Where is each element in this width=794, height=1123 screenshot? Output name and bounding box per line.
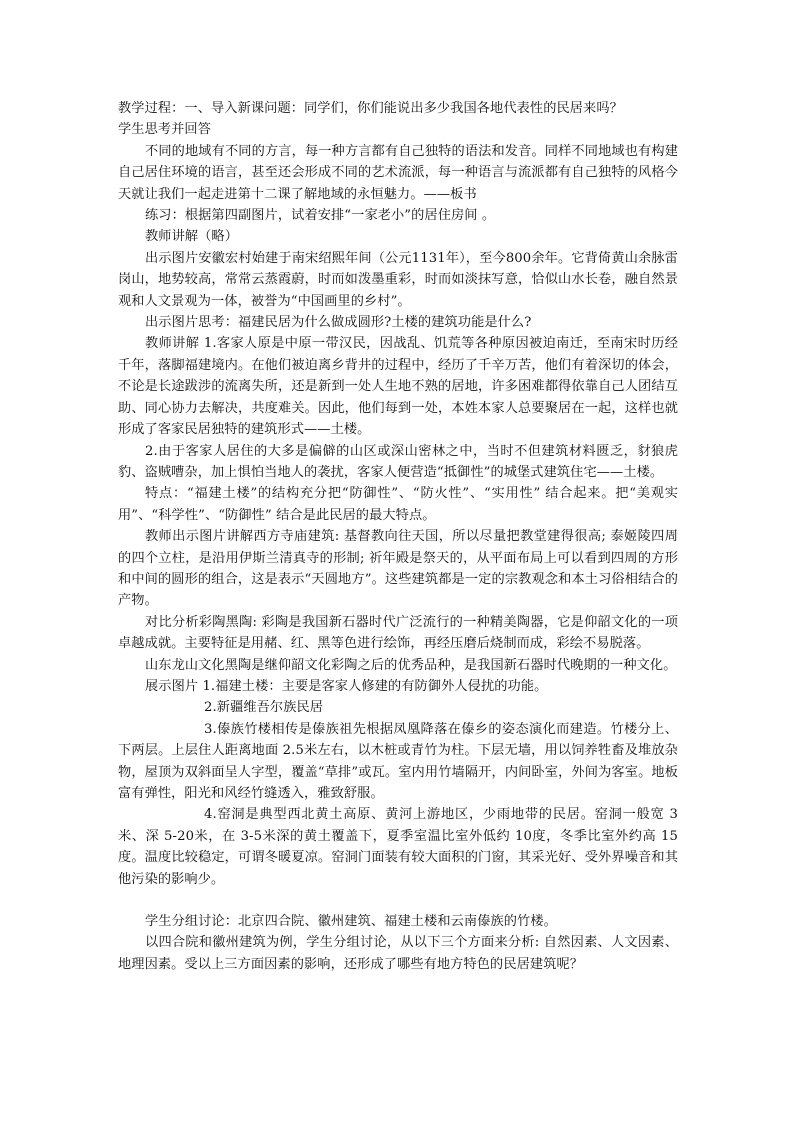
group-discussion: 学生分组讨论：北京四合院、徽州建筑、福建土楼和云南傣族的竹楼。	[145, 914, 557, 930]
paragraph-gap	[118, 890, 678, 911]
fujian-question: 出示图片思考：福建民居为什么做成圆形?土楼的建筑功能是什么?	[145, 315, 532, 331]
show-image-tulou: 展示图片 1.福建土楼：主要是客家人修建的有防御外人侵扰的功能。	[145, 678, 548, 694]
xinjiang-dwelling: 2.新疆维吾尔族民居	[204, 700, 324, 716]
longshan-pottery: 山东龙山文化黑陶是继仰韶文化彩陶之后的优秀品种，是我国新石器时代晚期的一种文化。	[145, 657, 677, 673]
cave-dwelling: 4.窑洞是典型西北黄土高原、黄河上游地区，少雨地带的民居。窑洞一般宽 3米、深 5-20米，在 3-5米深的黄土覆盖下，夏季室温比室外低约 10度，冬季比室外约高 15度。温度比较稳定，可谓冬暖夏凉。窑洞门面装有较大面积的门窗，其采光好、受外界噪音和其他污染的影响少。	[118, 807, 678, 887]
exercise-paragraph: 练习：根据第四副图片，试着安排“一家老小”的居住房间 。	[145, 208, 496, 224]
document-body	[118, 98, 678, 975]
religious-architecture: 教师出示图片讲解西方寺庙建筑: 基督教向往天国，所以尽量把教堂建得很高; 泰姬陵四周的四个立柱，是沿用伊斯兰清真寺的形制; 祈年殿是祭天的，从平面布局上可以看到四周的方形和中间的圆形的组合，这是表示“天圆地方”。这些建筑都是一定的宗教观念和本土习俗相结合的产物。	[118, 529, 678, 609]
pottery-comparison: 对比分析彩陶黑陶: 彩陶是我国新石器时代广泛流行的一种精美陶器，它是仰韶文化的一项卓越成就。主要特征是用赭、红、黑等色进行绘饰，再经压磨后烧制而成，彩绘不易脱落。	[118, 614, 678, 652]
tulou-features: 特点：“福建土楼”的结构充分把“防御性”、“防火性”、“实用性” 结合起来。把“美观实用”、“科学性”、“防御性” 结合是此民居的最大特点。	[118, 486, 678, 523]
hakka-paragraph-1: 教师讲解 1.客家人原是中原一带汉民，因战乱、饥荒等各种原因被迫南迁，至南宋时历经千年，落脚福建境内。在他们被迫离乡背井的过程中，经历了千辛万苦，他们有着深切的体会，不论是长途跋涉的流离失所，还是新到一处人生地不熟的居地，许多困难都得依靠自己人团结互助、同心协力去解决，共度难关。因此，他们每到一处，本姓本家人总要聚居在一起，这样也就形成了客家民居独特的建筑形式——土楼。	[118, 336, 678, 438]
analysis-question: 以四合院和徽州建筑为例，学生分组讨论，从以下三个方面来分析: 自然因素、人文因素、地理因素。受以上三方面因素的影响，还形成了哪些有地方特色的民居建筑呢？	[118, 935, 678, 972]
intro-question: 教学过程：一、导入新课问题：同学们，你们能说出多少我国各地代表性的民居来吗？	[118, 101, 623, 116]
dai-bamboo-house: 3.傣族竹楼相传是傣族祖先根据凤凰降落在傣乡的姿态演化而建造。竹楼分上、下两层。上层住人距离地面 2.5米左右，以木桩或青竹为柱。下层无墙，用以饲养牲畜及堆放杂物，屋顶为双斜面呈人字型，覆盖“草排”或瓦。室内用竹墙隔开，内间卧室，外间为客室。地板富有弹性，阳光和风经竹缝透入，雅致舒服。	[118, 721, 678, 801]
teacher-explain-brief: 教师讲解（略）	[145, 229, 239, 245]
student-response: 学生思考并回答	[118, 122, 212, 138]
hakka-paragraph-2: 2.由于客家人居住的大多是偏僻的山区或深山密林之中，当时不但建筑材料匮乏，豺狼虎豹、盗贼嘈杂，加上惧怕当地人的袭扰，客家人便营造“抵御性”的城堡式建筑住宅——土楼。	[118, 443, 678, 480]
hongcun-paragraph: 出示图片安徽宏村始建于南宋绍熙年间（公元1131年），至今800余年。它背倚黄山余脉雷岗山，地势较高，常常云蒸霞蔚，时而如泼墨重彩，时而如淡抹写意，恰似山水长卷，融自然景观和人文景观为一体，被誉为“中国画里的乡村”。	[118, 250, 678, 309]
dialect-paragraph: 不同的地域有不同的方言，每一种方言都有自己独特的语法和发音。同样不同地域也有构建自己居住环境的语言，甚至还会形成不同的艺术流派，每一种语言与流派都有自己独特的风格今天就让我们一起走进第十二课了解地域的永恒魅力。——板书	[118, 143, 678, 202]
